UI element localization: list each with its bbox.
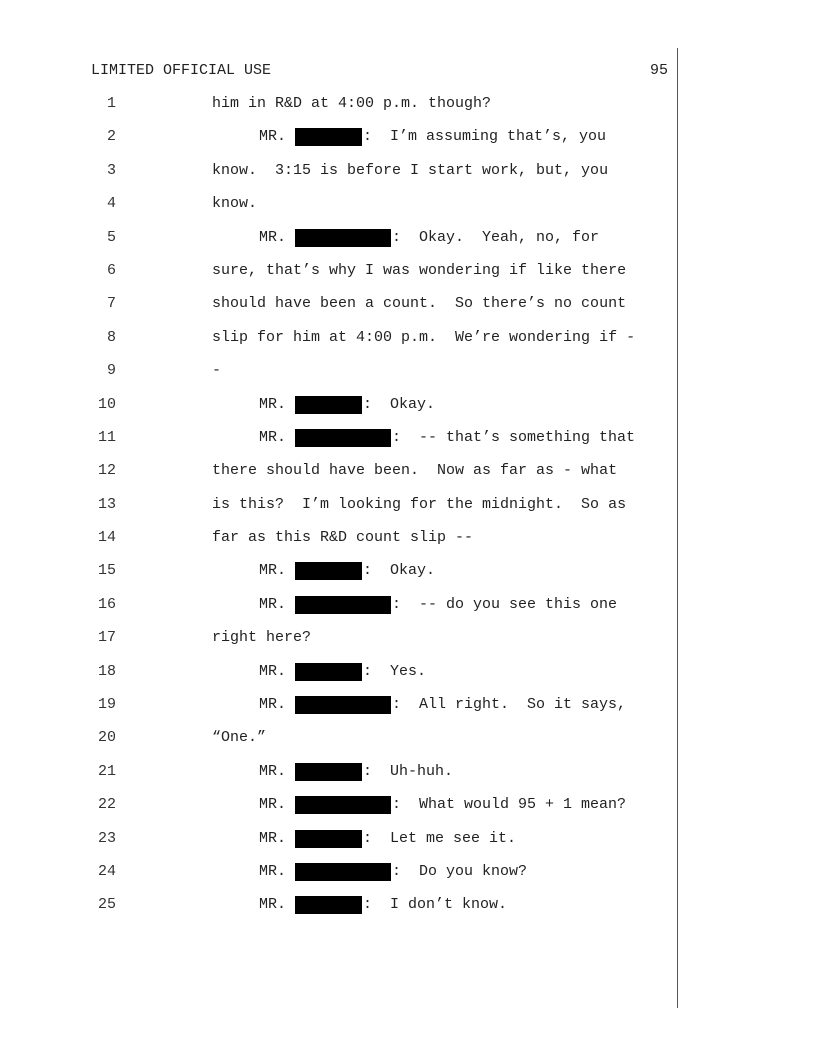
line-number: 3 <box>106 161 116 179</box>
line-number: 24 <box>97 862 116 880</box>
transcript-line <box>0 696 676 729</box>
transcript-lines <box>0 95 676 930</box>
line-number: 18 <box>97 662 116 680</box>
transcript-line <box>0 329 676 362</box>
line-text <box>259 796 626 814</box>
speaker-statement: : -- do you see this one <box>392 595 618 613</box>
transcript-line <box>0 596 676 629</box>
line-number: 11 <box>97 428 116 446</box>
transcript-line <box>0 763 676 796</box>
line-text <box>259 396 435 414</box>
speaker-title: MR. <box>259 662 287 680</box>
speaker-title: MR. <box>259 562 287 580</box>
line-text: is this? I’m looking for the midnight. So as <box>212 495 627 513</box>
transcript-line <box>0 562 676 595</box>
speaker-statement: : Do you know? <box>392 862 528 880</box>
page-number: 95 <box>649 62 668 79</box>
line-text <box>259 863 527 881</box>
transcript-line <box>0 229 676 262</box>
transcript-line <box>0 429 676 462</box>
line-text: him in R&D at 4:00 p.m. though? <box>212 95 492 112</box>
line-number: 15 <box>97 562 116 580</box>
line-text: far as this R&D count slip -- <box>212 529 474 547</box>
line-number: 6 <box>106 261 116 279</box>
line-number: 19 <box>97 696 116 714</box>
speaker-title: MR. <box>259 228 287 246</box>
line-number: 1 <box>106 95 116 112</box>
line-text: “One.” <box>212 729 267 747</box>
transcript-line <box>0 462 676 495</box>
speaker-statement: : Okay. Yeah, no, for <box>392 228 600 246</box>
transcript-line <box>0 162 676 195</box>
line-number: 25 <box>97 896 116 914</box>
line-text <box>259 596 617 614</box>
line-text: - <box>212 362 222 380</box>
redaction-box <box>295 596 391 614</box>
line-text: should have been a count. So there’s no count <box>212 295 627 313</box>
redaction-box <box>295 663 362 681</box>
margin-rule <box>677 48 678 1008</box>
line-text <box>259 896 507 914</box>
speaker-statement: : Uh-huh. <box>363 762 454 780</box>
transcript-line <box>0 128 676 161</box>
line-text <box>259 763 453 781</box>
redaction-box <box>295 229 391 247</box>
speaker-statement: : -- that’s something that <box>392 428 636 446</box>
line-number: 12 <box>97 462 116 480</box>
line-number: 17 <box>97 629 116 647</box>
line-number: 14 <box>97 529 116 547</box>
line-number: 23 <box>97 829 116 847</box>
line-number: 7 <box>106 295 116 313</box>
speaker-title: MR. <box>259 428 287 446</box>
transcript-line <box>0 295 676 328</box>
speaker-title: MR. <box>259 829 287 847</box>
line-text: know. 3:15 is before I start work, but, you <box>212 161 609 179</box>
transcript-line <box>0 729 676 762</box>
speaker-title: MR. <box>259 395 287 413</box>
line-text: slip for him at 4:00 p.m. We’re wondering if - <box>212 328 636 346</box>
transcript-line <box>0 863 676 896</box>
transcript-line <box>0 529 676 562</box>
line-text <box>259 229 599 247</box>
speaker-title: MR. <box>259 796 287 814</box>
transcript-line <box>0 896 676 929</box>
transcript-line <box>0 396 676 429</box>
transcript-line <box>0 830 676 863</box>
redaction-box <box>295 396 362 414</box>
transcript-line <box>0 796 676 829</box>
line-text <box>259 128 606 146</box>
speaker-statement: : What would 95 + 1 mean? <box>392 796 627 814</box>
line-number: 10 <box>97 395 116 413</box>
speaker-statement: : Yes. <box>363 662 427 680</box>
speaker-statement: : Let me see it. <box>363 829 517 847</box>
line-text: know. <box>212 195 258 213</box>
line-text <box>259 429 635 447</box>
speaker-statement: : Okay. <box>363 562 436 580</box>
transcript-line <box>0 95 676 128</box>
redaction-box <box>295 896 362 914</box>
line-number: 8 <box>106 328 116 346</box>
line-number: 4 <box>106 195 116 213</box>
redaction-box <box>295 128 362 146</box>
redaction-box <box>295 830 362 848</box>
line-text: right here? <box>212 629 312 647</box>
line-text <box>259 830 516 848</box>
line-text <box>259 562 435 580</box>
speaker-statement: : I’m assuming that’s, you <box>363 128 607 146</box>
line-number: 22 <box>97 796 116 814</box>
line-number: 9 <box>106 362 116 380</box>
speaker-statement: : All right. So it says, <box>392 696 627 714</box>
line-number: 21 <box>97 762 116 780</box>
line-number: 20 <box>97 729 116 747</box>
speaker-title: MR. <box>259 762 287 780</box>
redaction-box <box>295 763 362 781</box>
line-number: 5 <box>106 228 116 246</box>
line-text: there should have been. Now as far as - what <box>212 462 618 480</box>
transcript-line <box>0 663 676 696</box>
line-number: 13 <box>97 495 116 513</box>
line-text: sure, that’s why I was wondering if like there <box>212 261 627 279</box>
redaction-box <box>295 562 362 580</box>
transcript-line <box>0 195 676 228</box>
classification-header: LIMITED OFFICIAL USE <box>91 62 272 79</box>
transcript-line <box>0 362 676 395</box>
line-number: 16 <box>97 595 116 613</box>
line-text <box>259 696 626 714</box>
transcript-line <box>0 496 676 529</box>
speaker-statement: : Okay. <box>363 395 436 413</box>
speaker-title: MR. <box>259 595 287 613</box>
speaker-title: MR. <box>259 128 287 146</box>
transcript-line <box>0 629 676 662</box>
redaction-box <box>295 696 391 714</box>
redaction-box <box>295 863 391 881</box>
speaker-title: MR. <box>259 862 287 880</box>
redaction-box <box>295 429 391 447</box>
line-text <box>259 663 426 681</box>
redaction-box <box>295 796 391 814</box>
speaker-title: MR. <box>259 896 287 914</box>
speaker-statement: : I don’t know. <box>363 896 508 914</box>
speaker-title: MR. <box>259 696 287 714</box>
line-number: 2 <box>106 128 116 146</box>
transcript-line <box>0 262 676 295</box>
